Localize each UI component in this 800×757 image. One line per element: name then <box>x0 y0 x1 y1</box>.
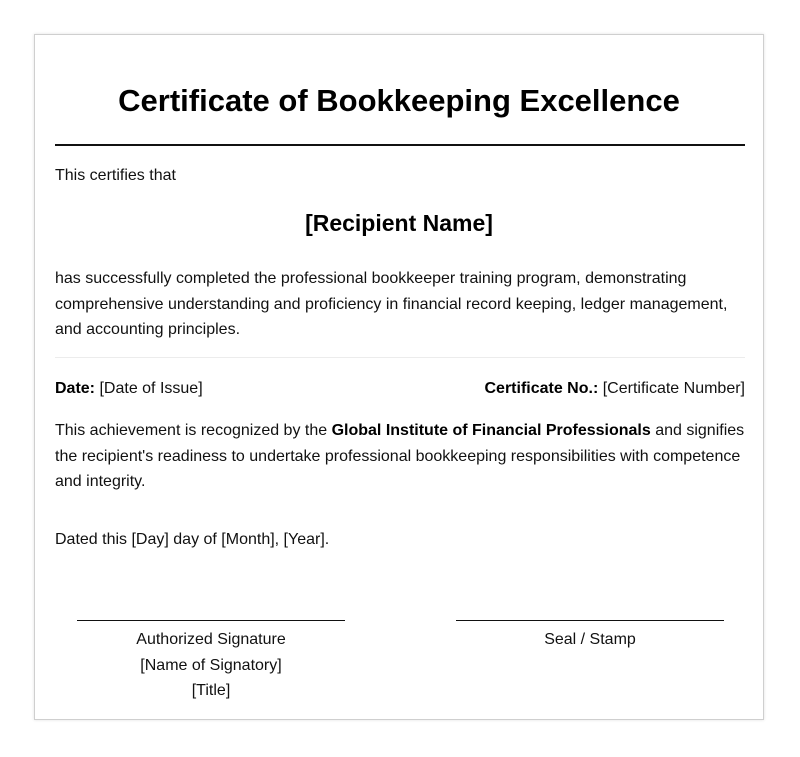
signatory-name: [Name of Signatory] <box>140 656 282 674</box>
dated-line: Dated this [Day] day of [Month], [Year]. <box>55 531 330 548</box>
certifies-text: This certifies that <box>55 167 176 184</box>
signatory-title: [Title] <box>191 682 231 699</box>
title-divider <box>55 144 745 146</box>
institution-name: Global Institute of Financial Professionals <box>331 422 651 439</box>
signature-caption: Authorized Signature <box>136 631 286 648</box>
certificate-number-label: Certificate No.: <box>484 380 599 397</box>
recipient-name: [Recipient Name] <box>305 210 493 236</box>
completion-statement: has successfully completed the professional bookkeeper training program, demonstrating comprehensive understanding and proficiency in financial record keeping, ledger management, and accounting principles. <box>55 270 728 338</box>
section-divider <box>55 357 745 358</box>
seal-block <box>456 620 724 653</box>
seal-line <box>456 620 724 621</box>
issue-date-label: Date: <box>55 380 96 397</box>
certificate-number-value: [Certificate Number] <box>602 380 745 397</box>
recognition-text-before: This achievement is recognized by the <box>55 422 332 439</box>
signature-block <box>77 620 345 704</box>
recognition-statement <box>55 418 747 495</box>
certificate-title: Certificate of Bookkeeping Excellence <box>118 83 680 118</box>
seal-caption: Seal / Stamp <box>544 631 636 648</box>
certificate-number <box>484 379 745 399</box>
certificate-card <box>34 34 764 720</box>
recognition-text-after: and signifies the recipient's readiness to undertake professional bookkeeping responsibilities with competence and integrity. <box>55 422 745 490</box>
issue-date <box>55 379 203 399</box>
signature-line <box>77 620 345 621</box>
issue-date-value: [Date of Issue] <box>99 380 203 397</box>
